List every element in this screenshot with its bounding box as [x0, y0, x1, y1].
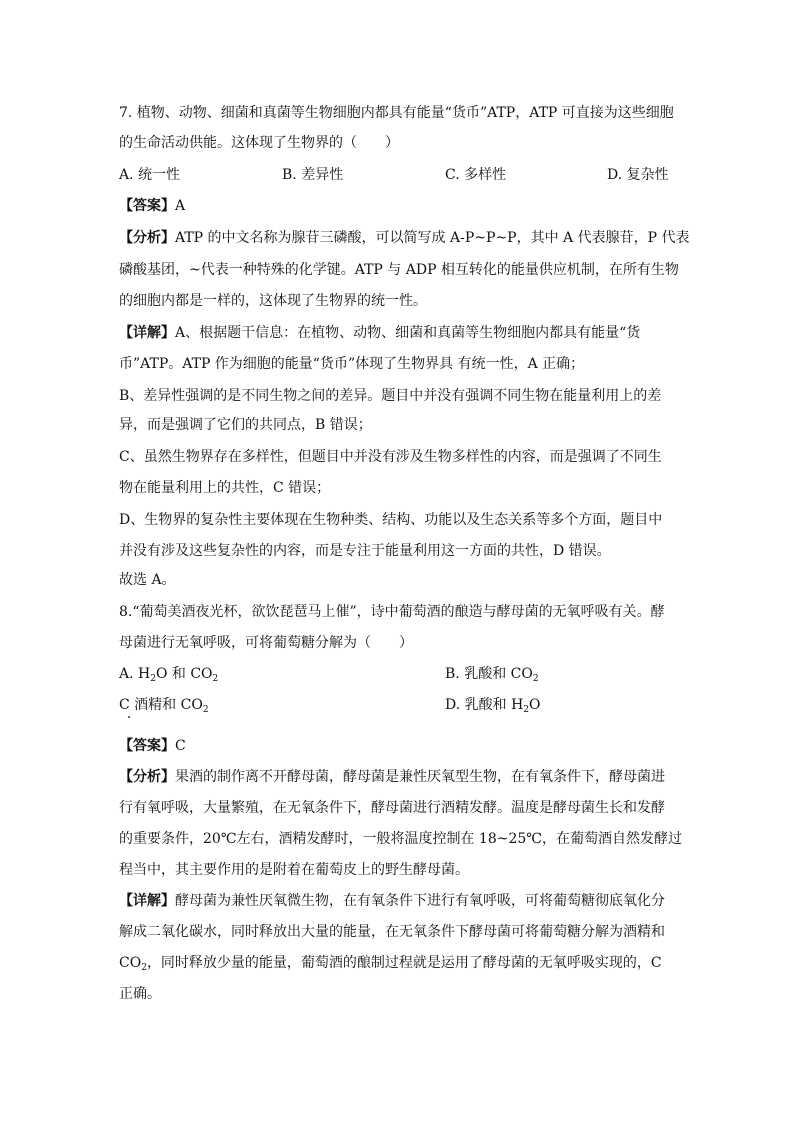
q8-option-c-sub: 2	[202, 705, 209, 715]
q8-option-d-suffix: O	[529, 697, 541, 713]
q8-detail-line2: 解成二氧化碳水，同时释放出大量的能量，在无氧条件下酵母菌可将葡萄糖分解为酒精和	[119, 924, 665, 940]
q7-analysis-line3: 的细胞内都是一样的，这体现了生物界的统一性。	[119, 293, 427, 309]
q8-analysis-text1: 果酒的制作离不开酵母菌，酵母菌是兼性厌氧型生物，在有氧条件下，酵母菌进	[175, 769, 665, 785]
q8-option-d-sub: 2	[523, 705, 530, 715]
q8-detail-line3-sub: 2	[141, 963, 147, 973]
stray-dot-mark	[128, 716, 130, 718]
q7-answer-value: A	[175, 198, 186, 214]
q7-analysis-line1	[119, 228, 689, 248]
q8-option-b-sub: 2	[532, 674, 539, 684]
q8-analysis-line2: 行有氧呼吸，大量繁殖，在无氧条件下，酵母菌进行酒精发酵。温度是酵母菌生长和发酵	[119, 800, 665, 816]
q8-option-a-sub2: 2	[212, 674, 219, 684]
q8-option-a-sub1: 2	[150, 674, 156, 684]
q8-option-d	[445, 695, 541, 715]
q7-conclusion: 故选 A。	[119, 572, 176, 588]
q7-stem-line1: 7. 植物、动物、细菌和真菌等生物细胞内都具有能量“货币”ATP，ATP 可直接为这些细胞	[119, 105, 674, 121]
q8-option-a-prefix: A. H	[119, 666, 151, 682]
q8-option-b-prefix: B. 乳酸和 CO	[445, 666, 533, 682]
q7-detail-line1	[119, 323, 640, 343]
q7-detail-line6: 物在能量利用上的共性，C 错误；	[119, 480, 331, 496]
q8-analysis-line3: 的重要条件，20℃左右，酒精发酵时，一般将温度控制在 18~25℃，在葡萄酒自然发酵过	[119, 831, 682, 847]
q7-detail-line8: 并没有涉及这些复杂性的内容，而是专注于能量利用这一方面的共性，D 错误。	[119, 543, 611, 559]
q8-detail-line3	[119, 953, 662, 973]
q7-analysis-label: 【分析】	[119, 230, 175, 246]
q8-answer-label: 【答案】	[119, 738, 175, 754]
q7-answer	[119, 196, 185, 216]
q8-answer	[119, 736, 186, 756]
q7-detail-line2: 币”ATP。ATP 作为细胞的能量“货币”体现了生物界具 有统一性，A 正确；	[119, 356, 585, 372]
q8-stem-line2: 母菌进行无氧呼吸，可将葡萄糖分解为（ ）	[119, 635, 413, 651]
q7-detail-text1: A、根据题干信息：在植物、动物、细菌和真菌等生物细胞内都具有能量“货	[175, 325, 641, 341]
q8-option-a-mid: O 和 CO	[155, 666, 213, 682]
q8-option-d-prefix: D. 乳酸和 H	[445, 697, 524, 713]
q7-analysis-text1: ATP 的中文名称为腺苷三磷酸，可以简写成 A-P~P~P，其中 A 代表腺苷，P 代表	[175, 230, 690, 246]
q8-stem-line1: 8.“葡萄美酒夜光杯，欲饮琵琶马上催”，诗中葡萄酒的酿造与酵母菌的无氧呼吸有关。酵	[119, 604, 665, 620]
q8-analysis-label: 【分析】	[119, 769, 175, 785]
q8-answer-value: C	[175, 738, 186, 754]
q8-analysis-line1	[119, 767, 665, 787]
q7-stem-line2: 的生命活动供能。这体现了生物界的（ ）	[119, 135, 399, 151]
q8-detail-line3-prefix: CO	[119, 955, 142, 971]
q8-option-c-prefix: C 酒精和 CO	[119, 697, 203, 713]
q7-option-b: B. 差异性	[282, 167, 344, 183]
q8-detail-line1	[119, 891, 665, 911]
q8-detail-line4: 正确。	[119, 986, 161, 1002]
q7-detail-label: 【详解】	[119, 325, 175, 341]
q7-analysis-line2: 磷酸基团，~代表一种特殊的化学键。ATP 与 ADP 相互转化的能量供应机制，在所有生物	[119, 262, 679, 278]
q7-detail-line5: C、虽然生物界存在多样性，但题目中并没有涉及生物多样性的内容，而是强调了不同生	[119, 449, 662, 465]
q7-option-d: D. 复杂性	[607, 167, 669, 183]
q8-option-c	[119, 695, 209, 715]
q8-detail-label: 【详解】	[119, 893, 175, 909]
q8-detail-line3-rest: ，同时释放少量的能量，葡萄酒的酿制过程就是运用了酵母菌的无氧呼吸实现的，C	[146, 955, 662, 971]
q7-option-a: A. 统一性	[119, 167, 181, 183]
q8-option-a	[119, 664, 218, 684]
q8-option-b	[445, 664, 539, 684]
q7-detail-line3: B、差异性强调的是不同生物之间的差异。题目中并没有强调不同生物在能量利用上的差	[119, 388, 662, 404]
q7-detail-line7: D、生物界的复杂性主要体现在生物种类、结构、功能以及生态关系等多个方面，题目中	[119, 512, 663, 528]
q7-option-c: C. 多样性	[445, 167, 507, 183]
q8-detail-text1: 酵母菌为兼性厌氧微生物，在有氧条件下进行有氧呼吸，可将葡萄糖彻底氧化分	[175, 893, 665, 909]
q7-answer-label: 【答案】	[119, 198, 175, 214]
q7-detail-line4: 异，而是强调了它们的共同点，B 错误；	[119, 417, 372, 433]
q8-analysis-line4: 程当中，其主要作用的是附着在葡萄皮上的野生酵母菌。	[119, 862, 469, 878]
